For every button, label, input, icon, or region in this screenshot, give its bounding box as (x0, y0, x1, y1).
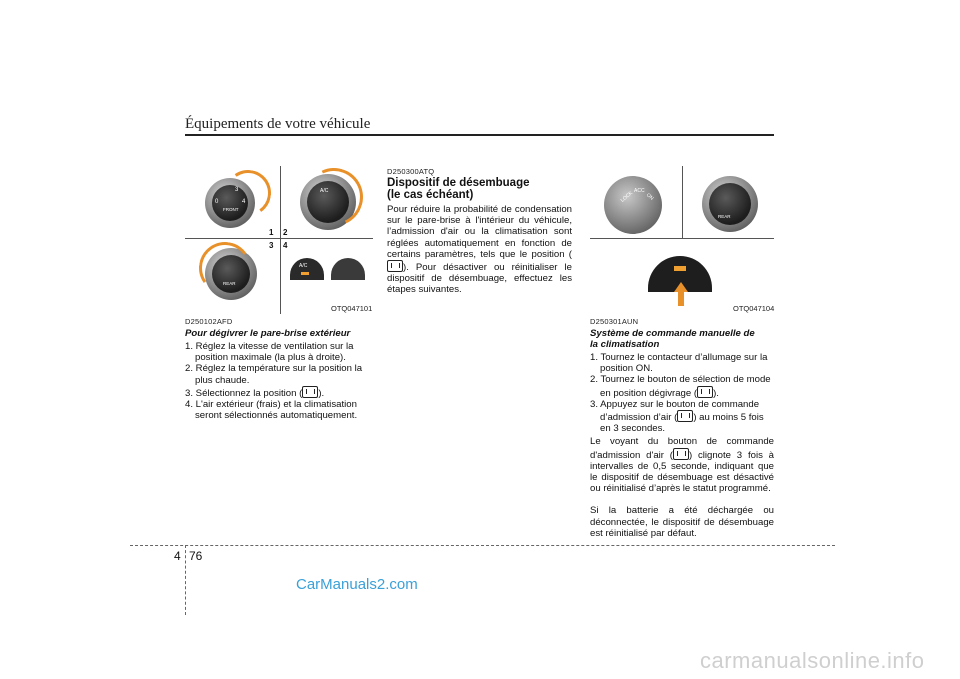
figure-label-3: 3 (269, 241, 274, 250)
knob-label-front: FRONT (223, 207, 239, 212)
knob-label-rear: REAR (718, 214, 731, 219)
left-figure (185, 166, 373, 314)
watermark-carmanualsonline: carmanualsonline.info (700, 648, 925, 673)
body-paragraph (590, 436, 774, 494)
defrost-icon (697, 386, 713, 398)
subhead-line: la climatisation (590, 339, 660, 350)
air-intake-button (331, 258, 365, 280)
ignition-switch (604, 176, 662, 234)
body-paragraph (387, 204, 572, 296)
paragraph-text: Pour réduire la probabilité de condensation sur le pare-brise à l'intérieur du véhicule, l’admission d'air ou la climatisation sont réglées automatiquement en fonction de certains paramètres, tels que le position ( (387, 204, 572, 260)
knob-label-0: 0 (215, 199, 219, 205)
list-item (185, 386, 373, 399)
footer-rule (130, 545, 835, 546)
page-header-title: Équipements de votre véhicule (185, 116, 371, 132)
figure-label-4: 4 (283, 241, 288, 250)
footer-divider (185, 545, 186, 615)
paragraph-text: ) clignote 3 fois à intervalles de 0,5 seconde, indiquant que le dispositif de désembuage est désactivé ou réinitialisé d’après le statut programmé. (590, 449, 774, 495)
chapter-number: 4 (174, 549, 181, 563)
list-item: 1. Tournez le contacteur d’allumage sur la position ON. (590, 352, 768, 375)
section-code: D250301AUN (590, 317, 639, 326)
list-item: 2. Réglez la température sur la position la plus chaude. (185, 363, 363, 386)
step-text: ) au moins 5 fois en 3 secondes. (600, 412, 764, 435)
section-title (387, 177, 577, 201)
air-intake-icon (673, 448, 689, 460)
body-paragraph: Si la batterie a été déchargée ou déconnectée, le dispositif de désembuage est réinitialisé par défaut. (590, 505, 774, 539)
indicator-light (301, 272, 309, 275)
right-figure (590, 166, 774, 314)
step-text: ). (318, 387, 325, 399)
figure-label-2: 2 (283, 228, 288, 237)
ac-button-panel (290, 258, 324, 280)
steps-list (590, 352, 774, 539)
knob-label-ac: A/C (320, 188, 329, 194)
knob-label-rear: REAR (223, 281, 236, 286)
button-label-ac: A/C (299, 263, 308, 269)
list-item (590, 399, 774, 435)
page-number: 76 (189, 549, 203, 563)
section-code: D250102AFD (185, 317, 233, 326)
ignition-label-on: ON (644, 192, 655, 202)
press-arrow-icon (674, 282, 688, 292)
paragraph-text: ). Pour désactiver ou réinitialiser le dispositif de désembuage, effectuez les étapes suivantes. (387, 262, 572, 296)
figure-code: OTQ047104 (733, 304, 775, 313)
paragraph-text: Le voyant du bouton de commande d'admission d'air ( (590, 436, 774, 461)
step-text: 3. Appuyez sur le bouton de commande d’admission d’air ( (590, 398, 760, 424)
figure-divider-v (280, 166, 281, 314)
step-text: 3. Sélectionnez la position ( (185, 387, 303, 399)
air-intake-icon (677, 410, 693, 422)
title-line: (le cas échéant) (387, 189, 474, 201)
knob-label-3: 3 (235, 187, 239, 193)
figure-divider-h (590, 238, 774, 239)
knob-label-4: 4 (242, 199, 246, 205)
press-arrow-stem (678, 292, 684, 306)
rotate-arrow-icon (297, 160, 371, 234)
section-subhead: Pour dégivrer le pare-brise extérieur (185, 328, 351, 339)
steps-list (185, 341, 373, 421)
figure-divider-h (185, 238, 373, 239)
defrost-icon (302, 386, 318, 398)
watermark-carmanuals2: CarManuals2.com (296, 576, 418, 593)
list-item: 1. Réglez la vitesse de ventilation sur la position maximale (la plus à droite). (185, 341, 354, 364)
list-item: 4. L'air extérieur (frais) et la climatisation seront sélectionnés automatiquement. (185, 399, 358, 422)
ignition-label-acc: ACC (634, 188, 645, 194)
ignition-label-lock: LOCK (619, 190, 634, 204)
title-line: Dispositif de désembuage (387, 177, 530, 189)
figure-divider-v (682, 166, 683, 238)
step-text: ). (713, 387, 719, 399)
section-subhead (590, 328, 774, 350)
step-text: 2. Tournez le bouton de sélection de mode en position dégivrage ( (590, 374, 771, 399)
subhead-line: Système de commande manuelle de (590, 328, 755, 339)
header-rule (185, 134, 774, 136)
defrost-icon (387, 260, 403, 272)
section-code: D250300ATQ (387, 167, 435, 176)
list-item (590, 374, 774, 398)
figure-label-1: 1 (269, 228, 274, 237)
figure-code: OTQ047101 (331, 304, 373, 313)
indicator-light (674, 266, 686, 271)
